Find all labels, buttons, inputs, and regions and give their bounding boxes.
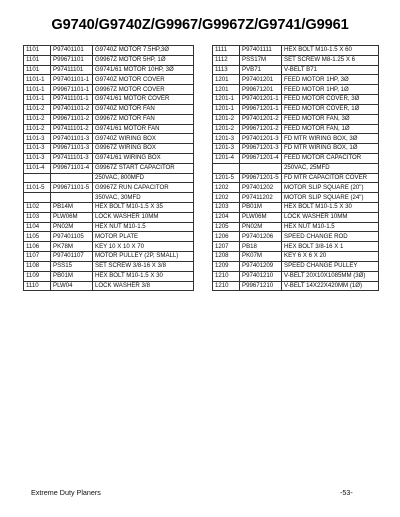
ref-cell [213,163,240,173]
description-cell: KEY 10 X 10 X 70 [93,242,194,252]
table-row [24,114,194,124]
description-cell: SPEED CHANGE ROD [282,232,379,242]
description-cell: SPEED CHANGE PULLEY [282,261,379,271]
ref-cell: 1101-4 [24,163,51,173]
part-number-cell: P97411202 [240,193,282,203]
ref-cell: 1112 [213,55,240,65]
part-number-cell: P97401201 [240,75,282,85]
parts-table-right [212,45,379,291]
part-number-cell: P99671101-4 [51,163,93,173]
parts-table-left [23,45,194,291]
table-row [24,65,194,75]
description-cell: FEED MOTOR COVER, 3Ø [282,95,379,105]
description-cell: LOCK WASHER 3/8 [93,281,194,291]
description-cell: HEX BOLT M10-1.5 X 30 [93,271,194,281]
table-row [213,46,379,56]
page-title: G9740/G9740Z/G9967/G9967Z/G9741/G9961 [51,17,349,33]
ref-cell: 1201 [213,75,240,85]
part-number-cell: P97401201-1 [240,95,282,105]
description-cell: G9967Z MOTOR COVER [93,85,194,95]
part-number-cell: P99671101 [51,55,93,65]
description-cell: G9967Z RUN CAPACITOR [93,183,194,193]
part-number-cell: P99671201 [240,85,282,95]
part-number-cell: PLW06M [240,212,282,222]
description-cell: FEED MOTOR FAN, 3Ø [282,114,379,124]
table-row [213,232,379,242]
table-row [213,281,379,291]
description-cell: HEX BOLT M10-1.5 X 30 [282,203,379,213]
table-row [24,85,194,95]
part-number-cell: PLW04 [51,281,93,291]
part-number-cell: P97411101-3 [51,153,93,163]
table-row [213,55,379,65]
ref-cell: 1101 [24,55,51,65]
table-row [24,163,194,173]
description-cell: G9967Z START CAPACITOR [93,163,194,173]
table-row [24,242,194,252]
part-number-cell: P99671201-2 [240,124,282,134]
table-row [24,193,194,203]
ref-cell [24,193,51,203]
table-row [213,144,379,154]
table-row [24,144,194,154]
ref-cell: 1107 [24,252,51,262]
table-row [213,65,379,75]
description-cell: FD MTR WIRING BOX, 3Ø [282,134,379,144]
description-cell: G9741/61 WIRING BOX [93,153,194,163]
table-row [213,114,379,124]
part-number-cell: P97401202 [240,183,282,193]
table-row [24,124,194,134]
parts-table-left-body [24,46,194,291]
part-number-cell: P97411101-1 [51,95,93,105]
ref-cell: 1101-2 [24,124,51,134]
ref-cell: 1103 [24,212,51,222]
ref-cell: 1102 [24,203,51,213]
description-cell: 350VAC, 30MFD [93,193,194,203]
table-row [213,252,379,262]
part-number-cell: P97401210 [240,271,282,281]
table-row [213,193,379,203]
description-cell: LOCK WASHER 10MM [93,212,194,222]
part-number-cell: P97401101 [51,46,93,56]
ref-cell: 1101-1 [24,75,51,85]
ref-cell: 1201-5 [213,173,240,183]
part-number-cell: P97401206 [240,232,282,242]
ref-cell: 1104 [24,222,51,232]
table-row [24,95,194,105]
ref-cell: 1109 [24,271,51,281]
ref-cell: 1201-2 [213,114,240,124]
ref-cell: 1106 [24,242,51,252]
ref-cell [24,173,51,183]
ref-cell: 1101-3 [24,153,51,163]
description-cell: FEED MOTOR COVER, 1Ø [282,104,379,114]
ref-cell: 1202 [213,183,240,193]
ref-cell: 1204 [213,212,240,222]
footer-page-number: -53- [340,488,353,497]
part-number-cell: P97411101 [51,65,93,75]
description-cell: HEX NUT M10-1.5 [282,222,379,232]
footer-manual-title: Extreme Duty Planers [31,488,101,497]
ref-cell: 1201-3 [213,144,240,154]
ref-cell: 1202 [213,193,240,203]
table-row [24,173,194,183]
ref-cell: 1101-3 [24,144,51,154]
part-number-cell: PN02M [51,222,93,232]
ref-cell: 1201 [213,85,240,95]
ref-cell: 1101 [24,46,51,56]
table-row [24,222,194,232]
description-cell: MOTOR PULLEY (2P, SMALL) [93,252,194,262]
part-number-cell: P99671201-3 [240,144,282,154]
description-cell: SET SCREW M8-1.25 X 6 [282,55,379,65]
ref-cell: 1101-1 [24,95,51,105]
ref-cell: 1210 [213,281,240,291]
description-cell: G9967Z MOTOR FAN [93,114,194,124]
part-number-cell: P97401105 [51,232,93,242]
part-number-cell: P99671101-5 [51,183,93,193]
description-cell: MOTOR SLIP SQUARE (20") [282,183,379,193]
part-number-cell: PN02M [240,222,282,232]
part-number-cell [51,193,93,203]
description-cell: V-BELT B71 [282,65,379,75]
ref-cell: 1207 [213,242,240,252]
part-number-cell: P97411101-2 [51,124,93,134]
part-number-cell: PK07M [240,252,282,262]
table-row [24,271,194,281]
part-number-cell: P99671201-1 [240,104,282,114]
description-cell: G9740Z WIRING BOX [93,134,194,144]
table-row [213,104,379,114]
ref-cell: 1113 [213,65,240,75]
table-row [24,134,194,144]
table-row [24,203,194,213]
ref-cell: 1209 [213,261,240,271]
part-number-cell: PB14M [51,203,93,213]
table-row [213,163,379,173]
ref-cell: 1108 [24,261,51,271]
ref-cell: 1201-1 [213,95,240,105]
part-number-cell: P97401201-2 [240,114,282,124]
ref-cell: 1101-3 [24,134,51,144]
ref-cell: 1111 [213,46,240,56]
table-row [213,75,379,85]
description-cell: G9740Z MOTOR COVER [93,75,194,85]
description-cell: G9967Z MOTOR 5HP, 1Ø [93,55,194,65]
description-cell: SET SCREW 3/8-16 X 3/8 [93,261,194,271]
description-cell: KEY 6 X 6 X 20 [282,252,379,262]
description-cell: FEED MOTOR FAN, 1Ø [282,124,379,134]
part-number-cell: PB01M [51,271,93,281]
part-number-cell: PSS17M [240,55,282,65]
table-row [213,95,379,105]
part-number-cell: P99671101-3 [51,144,93,154]
ref-cell: 1110 [24,281,51,291]
ref-cell: 1101-5 [24,183,51,193]
table-row [213,153,379,163]
table-row [24,55,194,65]
part-number-cell: PB01M [240,203,282,213]
ref-cell: 1201-4 [213,153,240,163]
table-row [213,212,379,222]
part-number-cell: PVB71 [240,65,282,75]
table-row [213,271,379,281]
description-cell: HEX NUT M10-1.5 [93,222,194,232]
ref-cell: 1101-2 [24,114,51,124]
part-number-cell [51,173,93,183]
part-number-cell: P99671201-4 [240,153,282,163]
part-number-cell: P99671210 [240,281,282,291]
table-row [213,222,379,232]
table-row [24,104,194,114]
ref-cell: 1208 [213,252,240,262]
ref-cell: 1201-1 [213,104,240,114]
description-cell: MOTOR PLATE [93,232,194,242]
description-cell: FEED MOTOR 1HP, 1Ø [282,85,379,95]
description-cell: G9741/61 MOTOR 10HP, 3Ø [93,65,194,75]
parts-table-right-body [213,46,379,291]
table-row [24,261,194,271]
ref-cell: 1201-3 [213,134,240,144]
table-row [24,232,194,242]
description-cell: FEED MOTOR 1HP, 3Ø [282,75,379,85]
ref-cell: 1203 [213,203,240,213]
description-cell: G9967Z WIRING BOX [93,144,194,154]
table-row [213,261,379,271]
part-number-cell: PK78M [51,242,93,252]
description-cell: G9741/61 MOTOR FAN [93,124,194,134]
part-number-cell: P97401111 [240,46,282,56]
part-number-cell: P97401209 [240,261,282,271]
part-number-cell: PLW06M [51,212,93,222]
part-number-cell [240,163,282,173]
description-cell: 250VAC, 25MFD [282,163,379,173]
part-number-cell: P99671201-5 [240,173,282,183]
table-row [24,75,194,85]
part-number-cell: P99671101-2 [51,114,93,124]
part-number-cell: P97401101-2 [51,104,93,114]
table-row [213,173,379,183]
description-cell: MOTOR SLIP SQUARE (24") [282,193,379,203]
description-cell: FEED MOTOR CAPACITOR [282,153,379,163]
table-row [24,281,194,291]
part-number-cell: P97401201-3 [240,134,282,144]
ref-cell: 1201-2 [213,124,240,134]
description-cell: HEX BOLT M10-1.5 X 35 [93,203,194,213]
ref-cell: 1101 [24,65,51,75]
part-number-cell: P99671101-1 [51,85,93,95]
table-row [24,183,194,193]
table-row [213,203,379,213]
ref-cell: 1206 [213,232,240,242]
ref-cell: 1205 [213,222,240,232]
part-number-cell: P97401107 [51,252,93,262]
ref-cell: 1101-1 [24,85,51,95]
description-cell: HEX BOLT 3/8-16 X 1 [282,242,379,252]
description-cell: FD MTR WIRING BOX, 1Ø [282,144,379,154]
ref-cell: 1105 [24,232,51,242]
description-cell: HEX BOLT M10-1.5 X 60 [282,46,379,56]
table-row [213,124,379,134]
description-cell: LOCK WASHER 10MM [282,212,379,222]
description-cell: 250VAC, 800MFD [93,173,194,183]
table-row [24,212,194,222]
table-row [213,85,379,95]
ref-cell: 1101-2 [24,104,51,114]
table-row [213,242,379,252]
table-row [24,252,194,262]
description-cell: V-BELT 20X10X1085MM (3Ø) [282,271,379,281]
ref-cell: 1210 [213,271,240,281]
part-number-cell: PB18 [240,242,282,252]
part-number-cell: P97401101-1 [51,75,93,85]
table-row [24,153,194,163]
part-number-cell: P97401101-3 [51,134,93,144]
description-cell: G9740Z MOTOR 7.5HP,3Ø [93,46,194,56]
table-row [24,46,194,56]
part-number-cell: PSS15 [51,261,93,271]
description-cell: G9740Z MOTOR FAN [93,104,194,114]
table-row [213,134,379,144]
description-cell: V-BELT 14X22X420MM (1Ø) [282,281,379,291]
description-cell: FD MTR CAPACITOR COVER [282,173,379,183]
description-cell: G9741/61 MOTOR COVER [93,95,194,105]
table-row [213,183,379,193]
